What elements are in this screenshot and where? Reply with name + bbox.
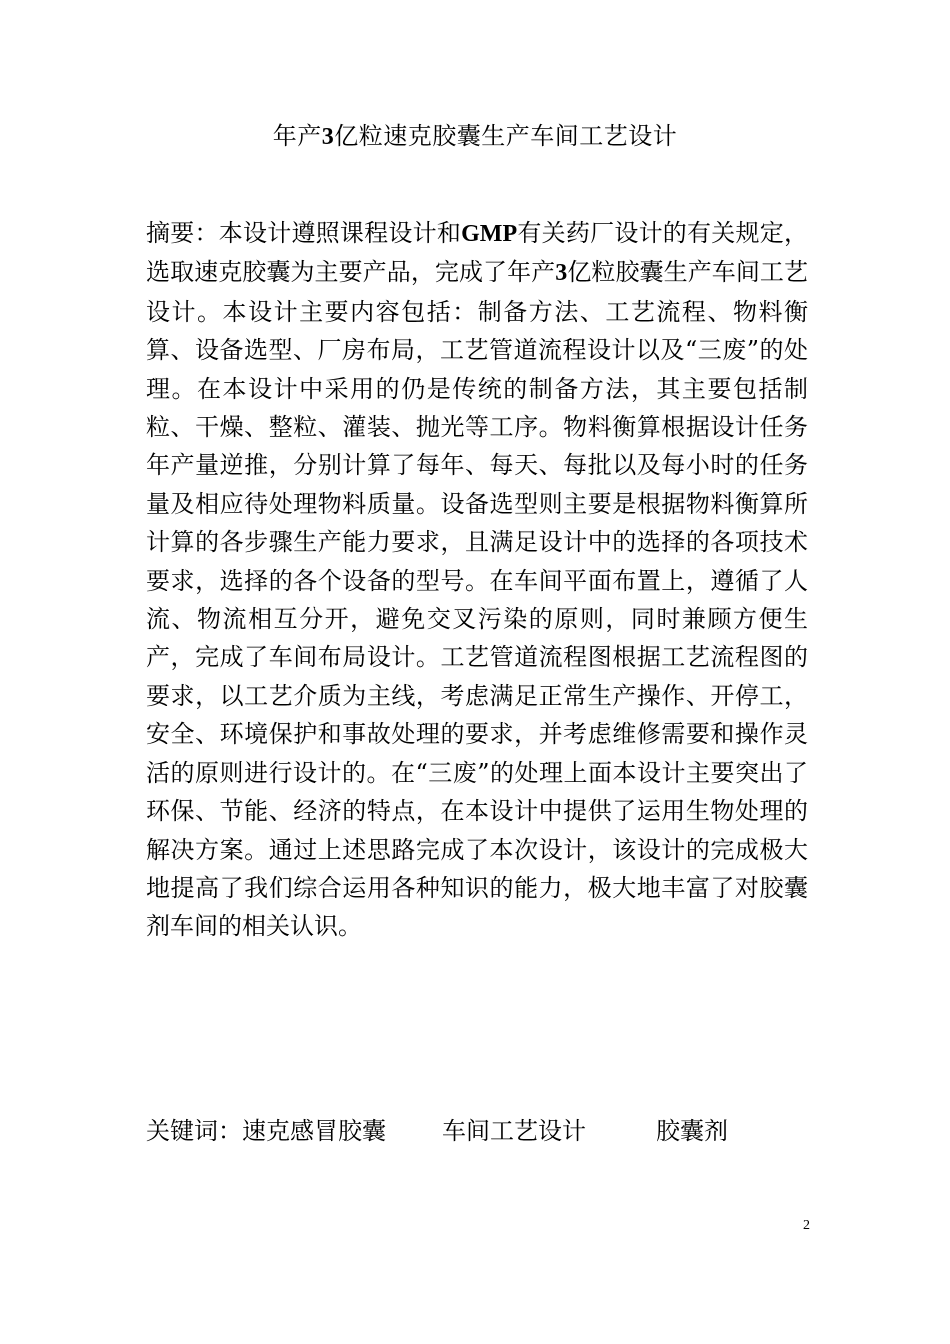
keywords-label: 关键词： bbox=[146, 1117, 242, 1145]
keyword-item: 车间工艺设计 bbox=[442, 1117, 586, 1145]
abstract-part-2: 有关药厂设计的有关规定，选取速克胶囊为主要产品，完成了年产 bbox=[146, 219, 809, 287]
keyword-item: 速克感冒胶囊 bbox=[242, 1117, 386, 1145]
document-title bbox=[0, 116, 950, 157]
title-prefix: 年产 bbox=[272, 122, 322, 150]
abstract-part-3: 亿粒胶囊生产车间工艺设计。本设计主要内容包括：制备方法、工艺流程、物料衡算、设备选型、厂房布局，工艺管道流程设计以及“三废”的处理。在本设计中采用的仍是传统的制备方法，其主要包括制粒、干燥、整粒、灌装、抛光等工序。物料衡算根据设计任务年产量逆推，分别计算了每年、每天、每批以及每小时的任务量及相应待处理物料质量。设备选型则主要是根据物料衡算所计算的各步骤生产能力要求，且满足设计中的选择的各项技术要求，选择的各个设备的型号。在车间平面布置上，遵循了人流、物流相互分开，避免交叉污染的原则，同时兼顾方便生产，完成了车间布局设计。工艺管道流程图根据工艺流程图的要求，以工艺介质为主线，考虑满足正常生产操作、开停工，安全、环境保护和事故处理的要求，并考虑维修需要和操作灵活的原则进行设计的。在“三废”的处理上面本设计主要突出了环保、节能、经济的特点，在本设计中提供了运用生物处理的解决方案。通过上述思路完成了本次设计，该设计的完成极大地提高了我们综合运用各种知识的能力，极大地丰富了对胶囊剂车间的相关认识。 bbox=[146, 258, 809, 941]
abstract-part-1: 摘要：本设计遵照课程设计和 bbox=[146, 219, 462, 247]
abstract-term-gmp: GMP bbox=[461, 221, 518, 247]
abstract-number: 3 bbox=[555, 260, 568, 287]
title-number: 3 bbox=[321, 124, 335, 150]
keyword-item: 胶囊剂 bbox=[656, 1117, 728, 1145]
title-suffix: 亿粒速克胶囊生产车间工艺设计 bbox=[334, 122, 678, 150]
page-number: 2 bbox=[803, 1218, 810, 1233]
abstract-paragraph bbox=[146, 214, 808, 946]
keywords-line bbox=[146, 1111, 808, 1151]
